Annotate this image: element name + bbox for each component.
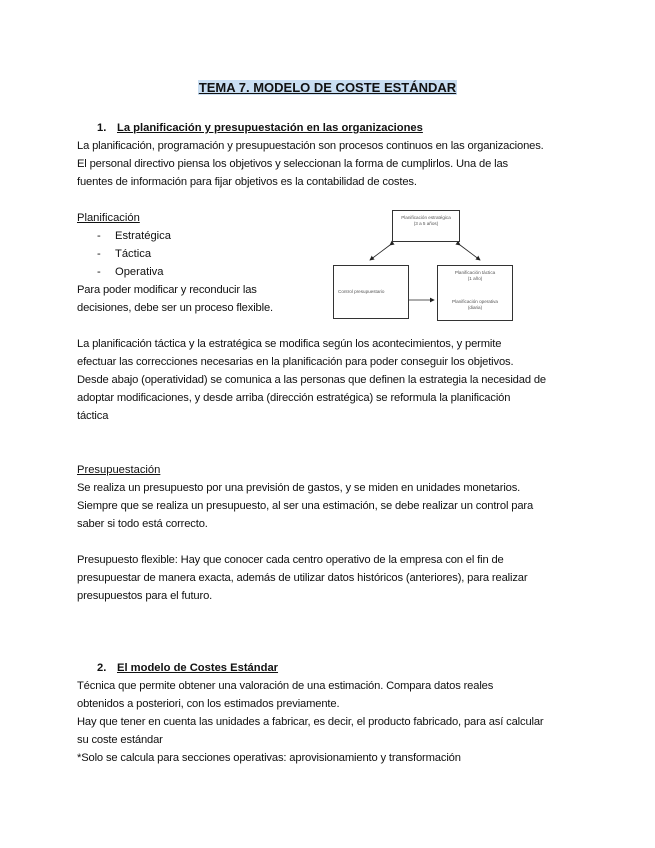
flexible-line-1: Presupuesto flexible: Hay que conocer cada centro operativo de la empresa con el fin de (77, 554, 504, 566)
costes-line-1: Técnica que permite obtener una valoración de una estimación. Compara datos reales (77, 680, 494, 692)
tactica-line-4: adoptar modificaciones, y desde arriba (dirección estratégica) se reformula la planificación (77, 392, 511, 404)
intro-line-1: La planificación, programación y presupuestación son procesos continuos en las organizaciones. (77, 140, 544, 152)
planning-diagram (330, 205, 520, 325)
tactica-line-2: efectuar las correcciones necesarias en la planificación para poder conseguir los objetivos. (77, 356, 514, 368)
presup-line-3: saber si todo está correcto. (77, 518, 208, 530)
list-item: - Estratégica (97, 230, 171, 242)
list-item: - Táctica (97, 248, 152, 260)
arrow-right (460, 245, 480, 260)
presupuestacion-heading: Presupuestación (77, 464, 161, 476)
box-control: Control presupuestario (333, 265, 409, 319)
flex-line-1: Para poder modificar y reconducir las (77, 284, 257, 296)
planificacion-heading: Planificación (77, 212, 140, 224)
list-item: - Operativa (97, 266, 164, 278)
tactica-line-1: La planificación táctica y la estratégica se modifica según los acontecimientos, y permite (77, 338, 502, 350)
intro-line-2: El personal directivo piensa los objetivos y seleccionan la forma de cumplirlos. Una de las (77, 158, 508, 170)
intro-line-3: fuentes de información para fijar objetivos es la contabilidad de costes. (77, 176, 417, 188)
section-2-heading: 2. El modelo de Costes Estándar (97, 662, 279, 674)
costes-line-5: *Solo se calcula para secciones operativas: aprovisionamiento y transformación (77, 752, 461, 764)
box-tactical-operative: Planificación táctica (1 año) Planificación operativa (diaria) (437, 265, 513, 321)
arrow-left (370, 245, 390, 260)
tactica-line-3: Desde abajo (operatividad) se comunica a las personas que definen la estrategia la necesidad de (77, 374, 546, 386)
section-1-heading: 1. La planificación y presupuestación en las organizaciones (97, 122, 423, 134)
presup-line-1: Se realiza un presupuesto por una previsión de gastos, y se miden en unidades monetarios. (77, 482, 521, 494)
flex-line-2: decisiones, debe ser un proceso flexible. (77, 302, 273, 314)
tactica-line-5: táctica (77, 410, 109, 422)
costes-line-3: Hay que tener en cuenta las unidades a fabricar, es decir, el producto fabricado, para así calcular (77, 716, 544, 728)
box-strategic: Planificación estratégica (3 a 5 años) (392, 210, 460, 242)
costes-line-2: obtenidos a posteriori, con los estimados previamente. (77, 698, 340, 710)
document-title: TEMA 7. MODELO DE COSTE ESTÁNDAR (198, 80, 457, 95)
costes-line-4: su coste estándar (77, 734, 163, 746)
presup-line-2: Siempre que se realiza un presupuesto, al ser una estimación, se debe realizar un control para (77, 500, 534, 512)
flexible-line-2: presupuestar de manera exacta, además de utilizar datos históricos (anteriores), para realizar (77, 572, 528, 584)
flexible-line-3: presupuestos para el futuro. (77, 590, 213, 602)
